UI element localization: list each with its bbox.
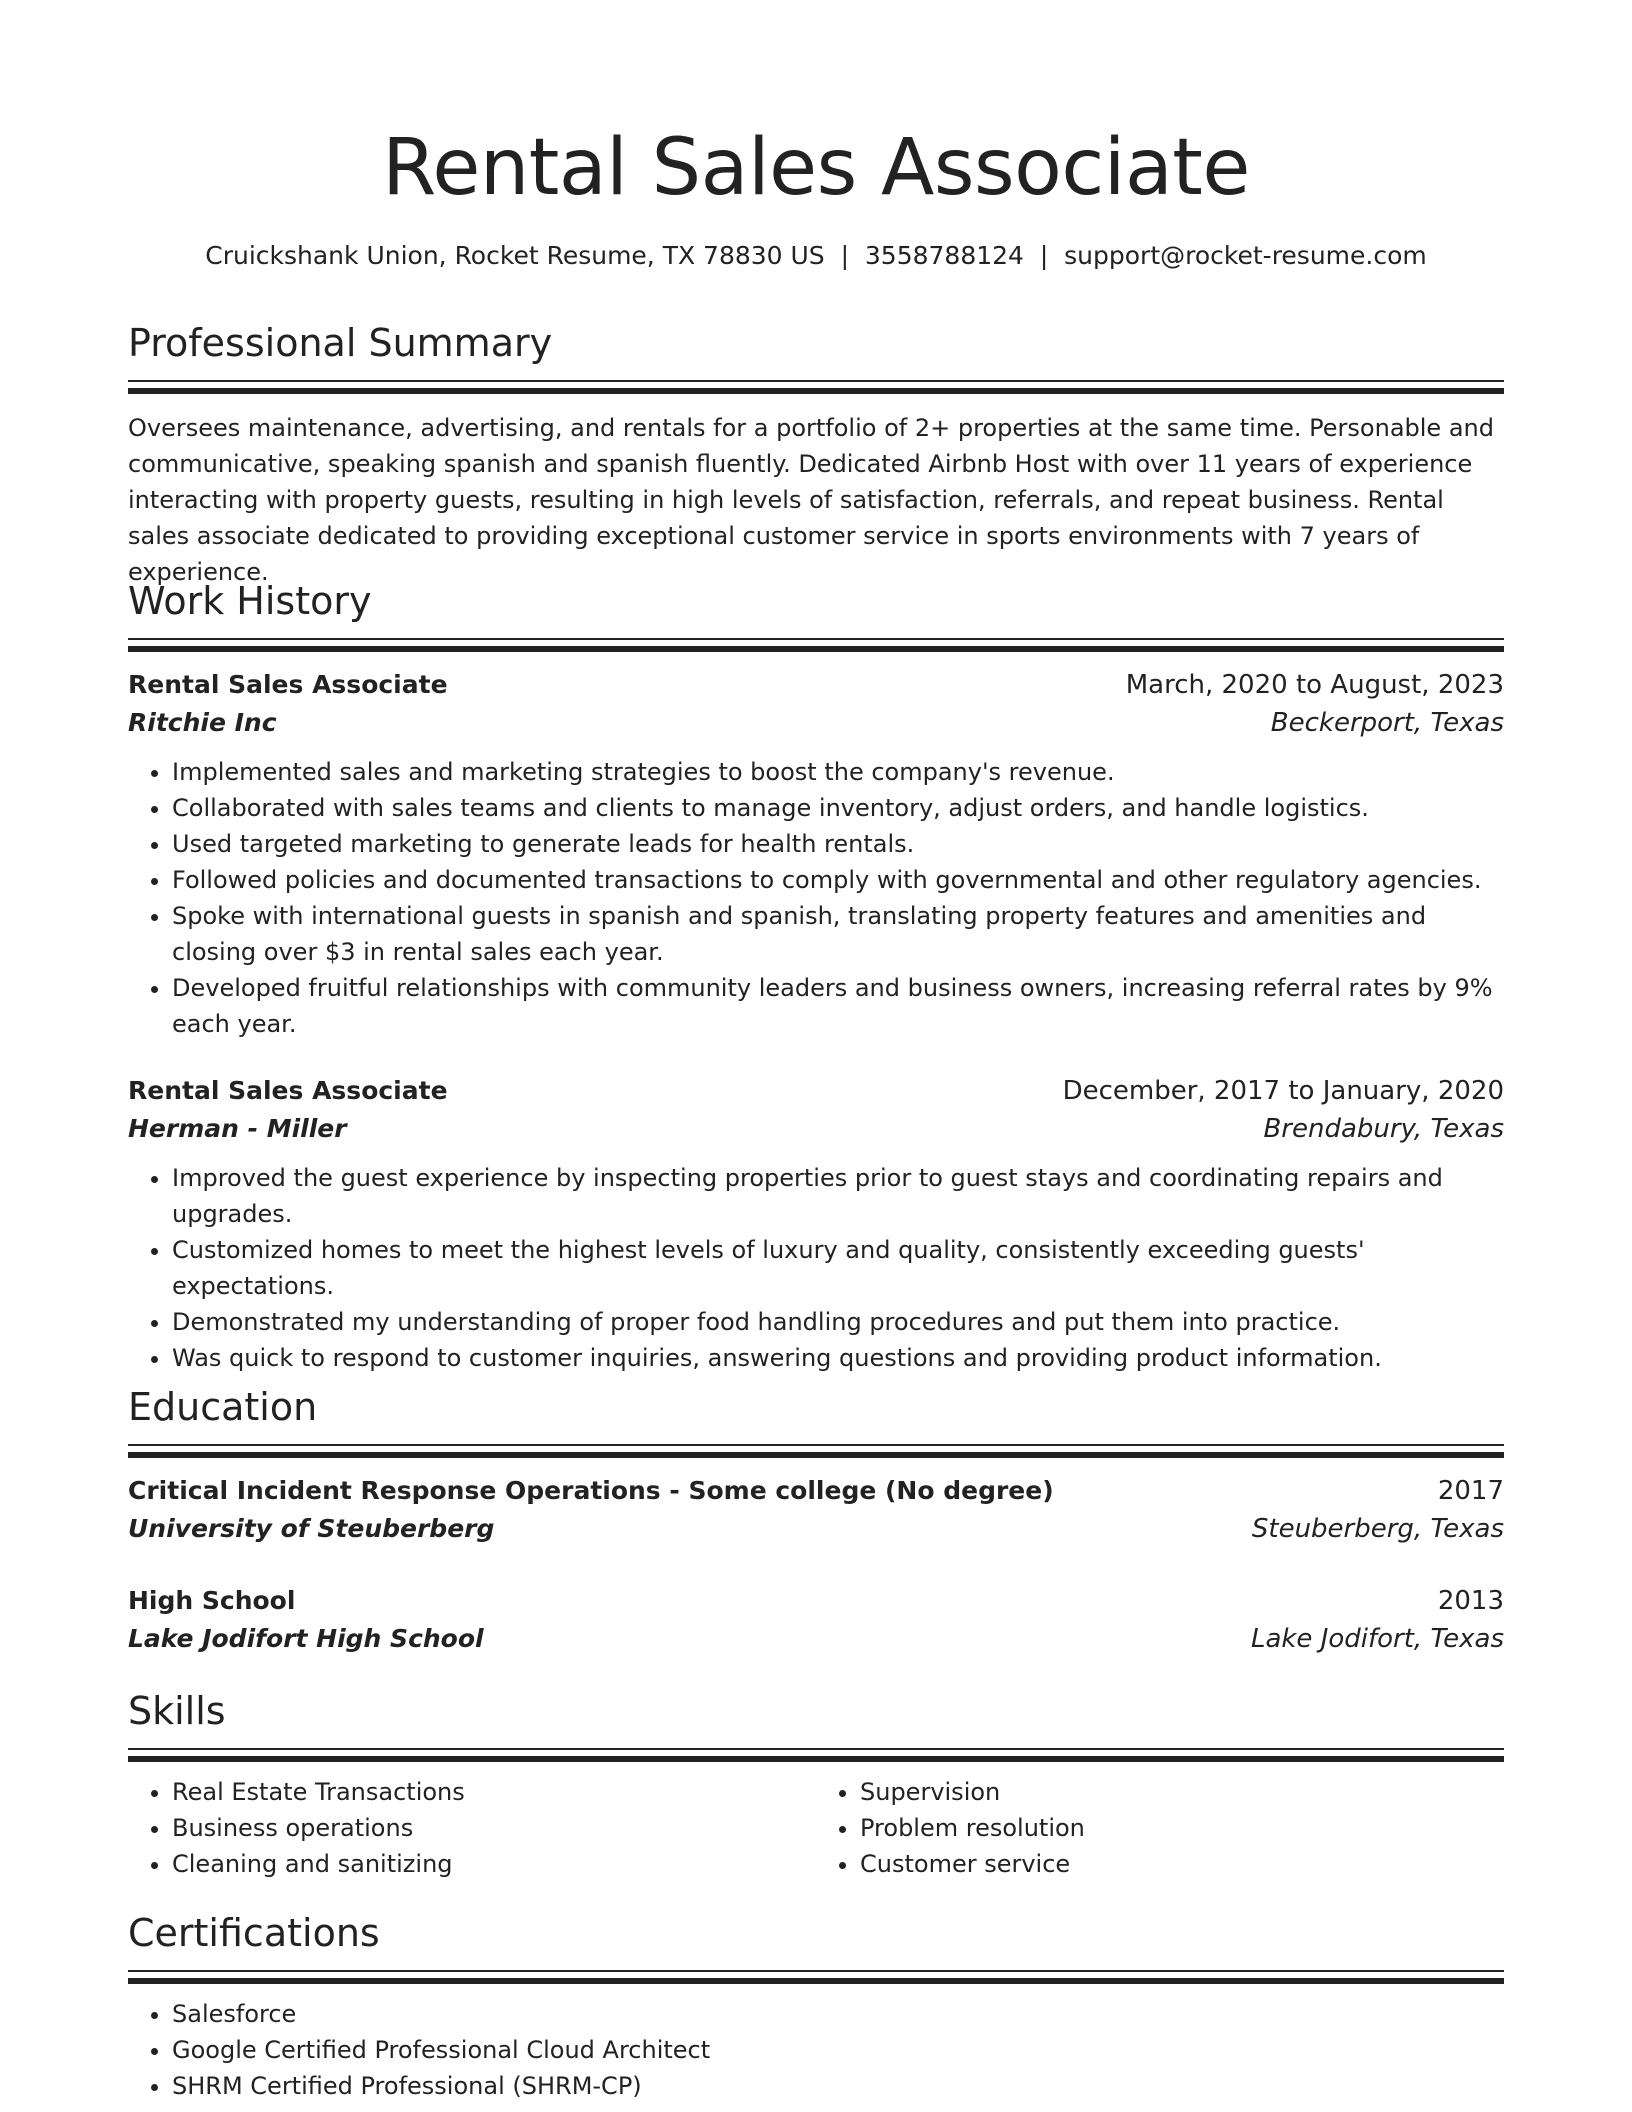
- education-entry: [128, 1472, 1504, 1548]
- skills-section: [128, 1686, 1504, 1882]
- job-dates: December, 2017 to January, 2020: [1062, 1076, 1504, 1106]
- certification-item: • Salesforce: [172, 1996, 1504, 2032]
- certifications-heading: Certifications: [128, 1911, 380, 1955]
- divider: [128, 1444, 1504, 1446]
- education-school: Lake Jodifort High School: [128, 1624, 484, 1653]
- skill-item: • Business operations: [172, 1810, 816, 1846]
- job-bullets: [128, 754, 1504, 1042]
- resume-title: Rental Sales Associate: [382, 123, 1250, 213]
- divider: [128, 1452, 1504, 1458]
- divider: [128, 380, 1504, 382]
- skills-list-right: [816, 1774, 1504, 1882]
- job-bullet: • Spoke with international guests in spanish and spanish, translating property features and amenities and closing over $3 in rental sales each year.: [172, 898, 1504, 970]
- certification-item: • Google Certified Professional Cloud Architect: [172, 2032, 1504, 2068]
- summary-heading: Professional Summary: [128, 321, 553, 365]
- job-entry: [128, 1072, 1504, 1376]
- job-company: Ritchie Inc: [128, 708, 277, 737]
- skill-item: • Problem resolution: [860, 1810, 1504, 1846]
- education-heading: Education: [128, 1385, 318, 1429]
- job-title: Rental Sales Associate: [128, 670, 448, 699]
- summary-text: Oversees maintenance, advertising, and rentals for a portfolio of 2+ properties at the same time. Personable and communicative, speaking spanish and spanish fluently. Dedicated Airbnb Host with over 11 years of experience interacting with property guests, resulting in high levels of satisfaction, referrals, and repeat business. Rental sales associate dedicated to providing exceptional customer service in sports environments with 7 years of experience.: [128, 414, 1494, 586]
- job-bullet: • Customized homes to meet the highest levels of luxury and quality, consistently exceeding guests' expectations.: [172, 1232, 1504, 1304]
- job-location: Brendabury, Texas: [1263, 1114, 1504, 1144]
- job-bullet: • Implemented sales and marketing strategies to boost the company's revenue.: [172, 754, 1504, 790]
- job-bullets: [128, 1160, 1504, 1376]
- education-degree: Critical Incident Response Operations - Some college (No degree): [128, 1476, 1054, 1505]
- certification-item: • SHRM Certified Professional (SHRM-CP): [172, 2068, 1504, 2104]
- job-dates: March, 2020 to August, 2023: [1125, 670, 1504, 700]
- summary-section: [128, 318, 1504, 590]
- job-company: Herman - Miller: [128, 1114, 347, 1143]
- work-heading: Work History: [128, 579, 372, 623]
- divider: [128, 1748, 1504, 1750]
- job-bullet: • Used targeted marketing to generate leads for health rentals.: [172, 826, 1504, 862]
- education-school: University of Steuberberg: [128, 1514, 495, 1543]
- divider: [128, 646, 1504, 652]
- skill-item: • Real Estate Transactions: [172, 1774, 816, 1810]
- divider: [128, 388, 1504, 394]
- divider: [128, 638, 1504, 640]
- education-section: [128, 1382, 1504, 1658]
- contact-line: Cruickshank Union, Rocket Resume, TX 78830 US | 3558788124 | support@rocket-resume.com: [205, 241, 1427, 270]
- job-title: Rental Sales Associate: [128, 1076, 448, 1105]
- job-bullet: • Collaborated with sales teams and clients to manage inventory, adjust orders, and handle logistics.: [172, 790, 1504, 826]
- job-location: Beckerport, Texas: [1270, 708, 1504, 738]
- skill-item: • Cleaning and sanitizing: [172, 1846, 816, 1882]
- education-year: 2017: [1437, 1476, 1504, 1506]
- skills-heading: Skills: [128, 1689, 226, 1733]
- certifications-section: [128, 1908, 1504, 2104]
- skills-list-left: [128, 1774, 816, 1882]
- divider: [128, 1978, 1504, 1984]
- education-degree: High School: [128, 1586, 296, 1615]
- job-bullet: • Was quick to respond to customer inquiries, answering questions and providing product information.: [172, 1340, 1504, 1376]
- job-bullet: • Followed policies and documented transactions to comply with governmental and other regulatory agencies.: [172, 862, 1504, 898]
- work-section: [128, 576, 1504, 1376]
- job-bullet: • Demonstrated my understanding of proper food handling procedures and put them into practice.: [172, 1304, 1504, 1340]
- job-entry: [128, 666, 1504, 1042]
- skills-columns: [128, 1762, 1504, 1882]
- skill-item: • Customer service: [860, 1846, 1504, 1882]
- skill-item: • Supervision: [860, 1774, 1504, 1810]
- education-year: 2013: [1437, 1586, 1504, 1616]
- job-bullet: • Developed fruitful relationships with community leaders and business owners, increasing referral rates by 9% each year.: [172, 970, 1504, 1042]
- education-location: Lake Jodifort, Texas: [1250, 1624, 1504, 1654]
- certifications-list: [128, 1996, 1504, 2104]
- job-bullet: • Improved the guest experience by inspecting properties prior to guest stays and coordinating repairs and upgrades.: [172, 1160, 1504, 1232]
- education-entry: [128, 1582, 1504, 1658]
- education-location: Steuberberg, Texas: [1251, 1514, 1504, 1544]
- divider: [128, 1970, 1504, 1972]
